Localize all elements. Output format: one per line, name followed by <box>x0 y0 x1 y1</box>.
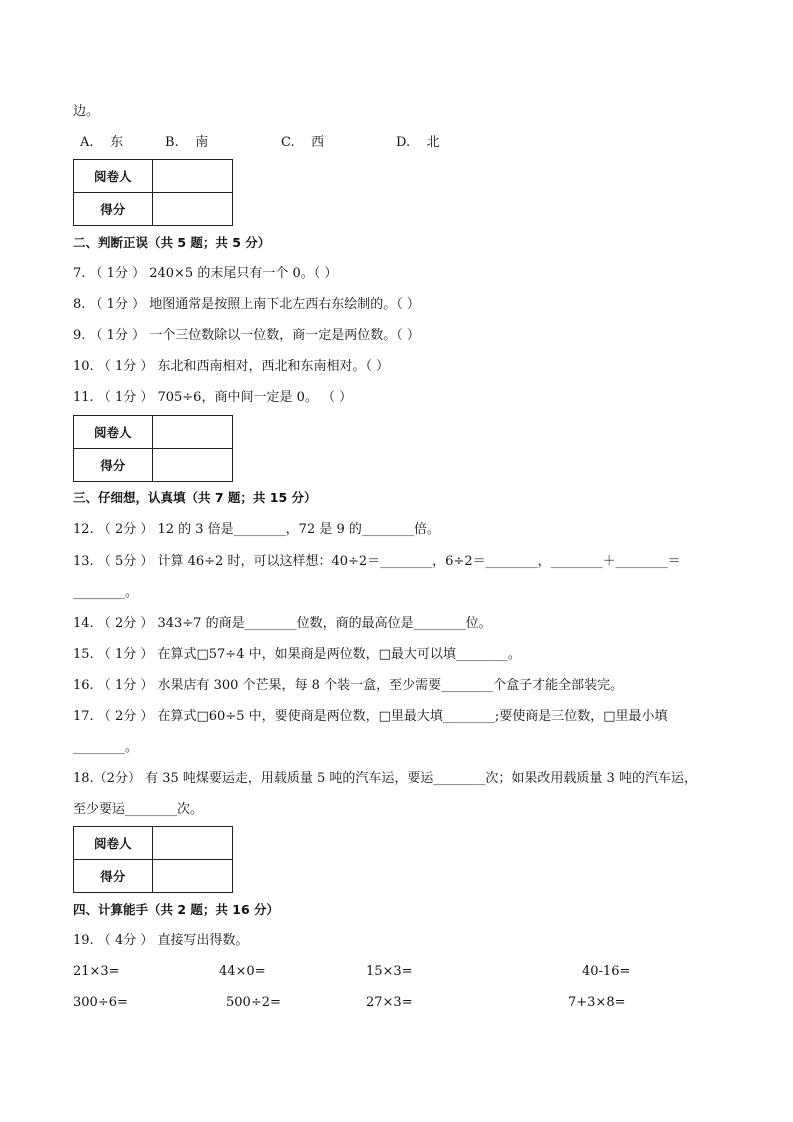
option-c <box>281 135 324 151</box>
score-box-1 <box>73 159 233 226</box>
question-13-cont: ________。 <box>73 585 139 600</box>
score-cell[interactable] <box>152 860 232 893</box>
calc-item: 500÷2= <box>226 995 281 1010</box>
calc-item: 27×3= <box>366 995 413 1010</box>
option-c-letter: C. <box>281 135 295 150</box>
option-b-letter: B. <box>165 135 179 150</box>
calc-item: 44×0= <box>219 964 266 979</box>
question-12: 12. （ 2分 ） 12 的 3 倍是________，72 是 9 的________倍。 <box>73 522 440 537</box>
option-a-text: 东 <box>110 135 124 150</box>
option-b <box>165 135 208 151</box>
score-label: 得分 <box>74 860 153 893</box>
question-19: 19. （ 4分 ） 直接写出得数。 <box>73 933 249 948</box>
reviewer-cell[interactable] <box>152 416 232 449</box>
calc-item: 7+3×8= <box>568 995 626 1010</box>
option-c-text: 西 <box>311 135 325 150</box>
score-box-2 <box>73 415 233 482</box>
question-17: 17. （ 2分 ） 在算式□60÷5 中，要使商是两位数，□里最大填________;要使商是三位数，□里最小填 <box>73 709 668 724</box>
question-7: 7. （ 1分 ） 240×5 的末尾只有一个 0。（ ） <box>73 266 338 281</box>
question-10: 10. （ 1分 ） 东北和西南相对，西北和东南相对。（ ） <box>73 359 390 374</box>
score-cell[interactable] <box>152 193 232 226</box>
question-17-cont: ________。 <box>73 740 139 755</box>
reviewer-label: 阅卷人 <box>74 827 153 860</box>
question-13: 13. （ 5分 ） 计算 46÷2 时，可以这样想：40÷2＝________，6÷2＝________，________＋________＝ <box>73 554 681 569</box>
question-9: 9. （ 1分 ） 一个三位数除以一位数，商一定是两位数。（ ） <box>73 328 420 343</box>
calc-item: 40-16= <box>582 964 631 979</box>
section-2-title: 二、判断正误（共 5 题；共 5 分） <box>73 235 271 250</box>
option-d <box>396 135 440 151</box>
score-label: 得分 <box>74 449 153 482</box>
reviewer-cell[interactable] <box>152 827 232 860</box>
option-b-text: 南 <box>195 135 209 150</box>
calc-item: 300÷6= <box>73 995 128 1010</box>
option-d-text: 北 <box>426 135 440 150</box>
question-11: 11. （ 1分 ） 705÷6，商中间一定是 0。 （ ） <box>73 390 353 405</box>
reviewer-cell[interactable] <box>152 160 232 193</box>
score-box-3 <box>73 826 233 893</box>
question-16: 16. （ 1分 ） 水果店有 300 个芒果，每 8 个装一盒，至少需要________个盒子才能全部装完。 <box>73 678 624 693</box>
question-8: 8. （ 1分 ） 地图通常是按照上南下北左西右东绘制的。（ ） <box>73 297 420 312</box>
score-cell[interactable] <box>152 449 232 482</box>
question-14: 14. （ 2分 ） 343÷7 的商是________位数，商的最高位是________位。 <box>73 616 492 631</box>
calc-item: 15×3= <box>366 964 413 979</box>
score-label: 得分 <box>74 193 153 226</box>
reviewer-label: 阅卷人 <box>74 160 153 193</box>
question-15: 15. （ 1分 ） 在算式□57÷4 中，如果商是两位数，□最大可以填________。 <box>73 647 521 662</box>
question-18-cont: 至少要运________次。 <box>73 802 204 817</box>
calc-item: 21×3= <box>73 964 120 979</box>
option-a <box>80 135 123 151</box>
option-a-letter: A. <box>80 135 94 150</box>
question-18: 18.（2分） 有 35 吨煤要运走，用载质量 5 吨的汽车运，要运________次；如果改用载质量 3 吨的汽车运， <box>73 771 697 786</box>
reviewer-label: 阅卷人 <box>74 416 153 449</box>
intro-tail: 边。 <box>73 104 100 119</box>
section-4-title: 四、计算能手（共 2 题；共 16 分） <box>73 902 280 917</box>
section-3-title: 三、仔细想，认真填（共 7 题；共 15 分） <box>73 490 317 505</box>
option-d-letter: D. <box>396 135 411 150</box>
